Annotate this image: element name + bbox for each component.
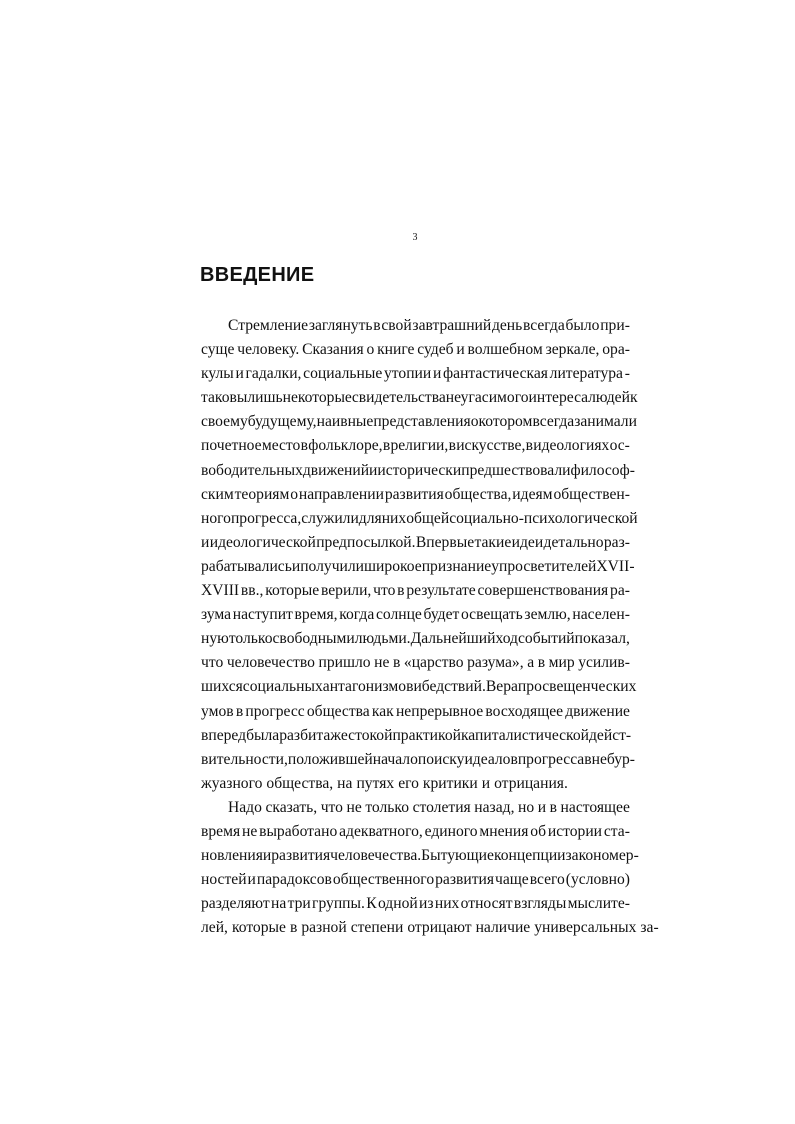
text-line (201, 820, 630, 844)
word: в (289, 919, 298, 937)
word: сказать, (265, 798, 318, 816)
word: зеркале, (545, 341, 600, 359)
word: литература (549, 365, 623, 383)
word: общества, (266, 774, 334, 792)
paragraph-1 (201, 314, 638, 796)
word: ную (201, 630, 229, 648)
word: своему (201, 413, 248, 431)
word: и (481, 774, 491, 792)
word: обществен- (553, 485, 630, 503)
word: свидетельства (351, 389, 446, 407)
word: просветителей (499, 557, 597, 575)
word: шихся (201, 678, 243, 696)
word: разума», (467, 654, 524, 672)
word: ста- (603, 822, 630, 840)
word: человечества. (330, 847, 422, 865)
word: некоторые (282, 389, 352, 407)
word: неугасимого (445, 389, 529, 407)
word: капиталистической (460, 726, 589, 744)
text-line (201, 555, 635, 579)
word: идеологиях (533, 437, 610, 455)
word: предшествовали (461, 461, 571, 479)
word: мыслите- (567, 895, 630, 913)
word: мир (548, 654, 575, 672)
word: в (373, 317, 381, 334)
word: лей, (201, 919, 228, 937)
word: восходящее (485, 702, 564, 720)
word: относят (460, 895, 513, 913)
word: разной (301, 919, 347, 937)
section-heading: ВВЕДЕНИЕ (200, 264, 315, 286)
word: К (366, 895, 377, 913)
word: и (432, 365, 442, 383)
word: вперед (201, 726, 247, 744)
word: социальных (242, 678, 323, 696)
word: настоящее (560, 798, 630, 816)
word: рабатывались (201, 557, 292, 575)
word: прогресс (245, 702, 305, 720)
word: его (398, 774, 419, 792)
word: в (448, 437, 456, 455)
word: степени (350, 919, 404, 937)
word: вительности, (201, 750, 288, 768)
word: широкое (364, 557, 422, 575)
word: всегда (522, 317, 565, 334)
word: за- (640, 919, 659, 937)
word: закономер- (565, 847, 639, 865)
word: движений (302, 461, 370, 479)
word: них (381, 509, 407, 527)
word: всегда (532, 413, 575, 431)
word: результате (406, 582, 476, 600)
word: религии, (390, 437, 449, 455)
word: начало (372, 750, 418, 768)
word: в (525, 437, 533, 455)
word: была (246, 726, 280, 744)
word: назад, (474, 798, 515, 816)
text-line (201, 627, 630, 651)
word: универсальных (534, 919, 637, 937)
word: разбита (279, 726, 331, 744)
word: адекватного, (339, 822, 423, 840)
word: только (228, 630, 273, 648)
word: наступит (232, 606, 293, 624)
word: книге (377, 341, 415, 359)
word: дейст- (589, 726, 632, 744)
word: зума (201, 606, 232, 624)
word: бедствий. (421, 678, 486, 696)
word: солнце (375, 606, 422, 624)
word: движение (565, 702, 630, 720)
word: в (397, 582, 405, 600)
word: интереса (528, 389, 589, 407)
word: общественного (332, 871, 435, 889)
word: концепции (493, 847, 566, 865)
word: (условно) (565, 871, 630, 889)
word: которые (231, 919, 286, 937)
word: ским (201, 485, 234, 503)
word: показал, (574, 630, 630, 648)
word: и (369, 461, 378, 479)
word: пришло (318, 654, 371, 672)
word: кулы (201, 365, 234, 383)
word: и (456, 341, 465, 359)
word: вв., (240, 582, 264, 600)
word: совершенствования (477, 582, 609, 600)
word: Впервые (415, 533, 475, 551)
word: чаще (495, 871, 529, 889)
word: о (366, 341, 375, 359)
word: о (290, 485, 299, 503)
word: социальные (303, 365, 383, 383)
word: заглянуть (308, 317, 373, 334)
word: усилив- (578, 654, 630, 672)
text-line (201, 724, 630, 748)
word: путях (356, 774, 395, 792)
text-line (201, 459, 635, 483)
word: столетия (412, 798, 471, 816)
word: раз- (603, 533, 630, 551)
word: предпосылкой. (316, 533, 416, 551)
word: населен- (572, 606, 630, 624)
word: наивные (316, 413, 374, 431)
text-line (201, 314, 630, 338)
word: идеологической (209, 533, 316, 551)
text-line (201, 434, 630, 458)
word: на (270, 895, 287, 913)
word: поиску (417, 750, 465, 768)
word: человечество (226, 654, 315, 672)
text-line (201, 651, 630, 675)
text-line (201, 483, 630, 507)
word: ного (201, 509, 231, 527)
word: почетное (201, 437, 262, 455)
text-line (201, 844, 639, 868)
word: а (527, 654, 535, 672)
word: в (235, 702, 244, 720)
word: что (373, 582, 396, 600)
word: служили (301, 509, 359, 527)
word: одной (377, 895, 418, 913)
word: было (565, 317, 600, 334)
word: когда (339, 606, 375, 624)
word: мнения (479, 822, 529, 840)
body-text (201, 314, 659, 940)
word: жуазного (201, 774, 263, 792)
word: что (320, 798, 343, 816)
word: получили (300, 557, 365, 575)
word: ход (495, 630, 518, 648)
word: Бытующие (421, 847, 494, 865)
word: и (235, 365, 244, 383)
word: выработано (259, 822, 338, 840)
word: идеям (512, 485, 553, 503)
word: лишь (247, 389, 283, 407)
word: гадалки, (245, 365, 302, 383)
text-line (201, 410, 637, 434)
word: истории (547, 822, 603, 840)
word: разделяют (201, 895, 270, 913)
word: исторически (377, 461, 462, 479)
word: людей (588, 389, 630, 407)
word: Вера (485, 678, 518, 696)
word: Надо (228, 798, 262, 816)
text-line (201, 579, 630, 603)
word: свой (381, 317, 412, 334)
word: признание (421, 557, 492, 575)
word: будущему, (247, 413, 317, 431)
word: из (419, 895, 434, 913)
word: ра- (610, 582, 630, 600)
word: как (371, 702, 394, 720)
word: что (201, 654, 224, 672)
word: бур- (606, 750, 636, 768)
word: на (337, 774, 353, 792)
text-line (201, 748, 636, 772)
word: суще (201, 341, 235, 359)
word: общества, (444, 485, 512, 503)
word: всего (529, 871, 565, 889)
text-line (201, 796, 630, 820)
word: о (470, 413, 479, 431)
word: Стремление (228, 317, 309, 334)
word: время, (294, 606, 338, 624)
word: наличие (475, 919, 531, 937)
word: развития (271, 847, 331, 865)
word: - (624, 365, 630, 383)
word: ос- (609, 437, 630, 455)
word: отрицания. (494, 774, 568, 792)
word: свободными (272, 630, 355, 648)
word: в (300, 437, 308, 455)
word: в (537, 654, 546, 672)
word: фольклоре, (308, 437, 383, 455)
word: жестокой (330, 726, 393, 744)
word: критики (422, 774, 478, 792)
word: верили, (320, 582, 372, 600)
word: и (262, 847, 272, 865)
word: практикой (392, 726, 461, 744)
word: не (374, 654, 390, 672)
word: прогресса, (230, 509, 302, 527)
word: искусстве, (456, 437, 526, 455)
word: антагонизмов (322, 678, 414, 696)
word: направлении (298, 485, 384, 503)
word: людьми. (354, 630, 411, 648)
word: представления (373, 413, 471, 431)
text-line (201, 700, 630, 724)
text-line (201, 531, 630, 555)
word: общества (306, 702, 370, 720)
word: них (434, 895, 460, 913)
word: волшебном (467, 341, 543, 359)
text-line (201, 868, 630, 892)
word: которые (265, 582, 320, 600)
word: такие (474, 533, 512, 551)
word: у (491, 557, 500, 575)
word: фантастическая (443, 365, 548, 383)
word: судеб (417, 341, 454, 359)
word: не (241, 822, 258, 840)
word: человеку. (237, 341, 300, 359)
word: об (530, 822, 546, 840)
word: ора- (602, 341, 630, 359)
word: при- (600, 317, 630, 334)
word: место (261, 437, 301, 455)
word: завтрашний (412, 317, 492, 334)
word: не (346, 798, 362, 816)
word: группы. (312, 895, 365, 913)
word: социально-психологической (449, 509, 638, 527)
word: в (392, 654, 401, 672)
word: теориям (234, 485, 290, 503)
paragraph-2 (201, 796, 659, 941)
word: к (629, 389, 638, 407)
word: взгляды (513, 895, 567, 913)
text-line (201, 338, 630, 362)
word: и (537, 798, 547, 816)
word: новления (201, 847, 263, 865)
word: три (287, 895, 311, 913)
word: идеалов (464, 750, 518, 768)
word: «царство (403, 654, 464, 672)
word: в (382, 437, 391, 455)
word: отрицают (407, 919, 472, 937)
word: ностей (201, 871, 247, 889)
word: время (201, 822, 241, 840)
word: единого (424, 822, 478, 840)
word: детально (543, 533, 604, 551)
page-number: 3 (412, 232, 418, 243)
word: общей (406, 509, 450, 527)
text-line (201, 507, 638, 531)
text-line (201, 362, 630, 386)
word: в (549, 798, 557, 816)
text-line (201, 386, 638, 410)
word: развития (384, 485, 444, 503)
word: будет (423, 606, 460, 624)
word: утопии (384, 365, 432, 383)
word: парадоксов (256, 871, 332, 889)
text-line (201, 772, 630, 796)
word: и (247, 871, 256, 889)
word: но (518, 798, 535, 816)
word: вободительных (201, 461, 303, 479)
word: развития (435, 871, 495, 889)
word: для (358, 509, 382, 527)
word: событий (518, 630, 575, 648)
word: таковы (201, 389, 248, 407)
word: Сказания (302, 341, 364, 359)
word: и (413, 678, 422, 696)
word: прогресса (517, 750, 585, 768)
word: непрерывное (395, 702, 484, 720)
word: положившей (287, 750, 373, 768)
text-line (201, 892, 630, 916)
text-line (201, 675, 637, 699)
word: вне (584, 750, 607, 768)
word: и (291, 557, 301, 575)
word: идеи (511, 533, 544, 551)
word: день (491, 317, 523, 334)
text-line (201, 916, 659, 940)
word: занимали (574, 413, 637, 431)
word: котором (478, 413, 533, 431)
word: философ- (570, 461, 635, 479)
word: и (201, 533, 210, 551)
word: освещать (460, 606, 523, 624)
word: землю, (524, 606, 571, 624)
word: Дальнейший (410, 630, 496, 648)
word: просвещенческих (517, 678, 637, 696)
word: XVIII (201, 582, 240, 600)
word: XVII- (596, 557, 635, 575)
word: только (365, 798, 410, 816)
word: умов (201, 702, 234, 720)
text-line (201, 603, 630, 627)
